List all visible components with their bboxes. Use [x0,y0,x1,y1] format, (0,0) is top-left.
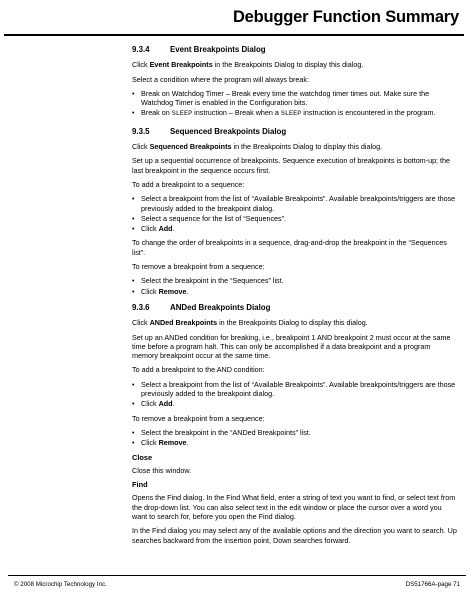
text: instruction – Break when a [192,108,281,118]
footer-rule [8,575,466,576]
paragraph: To remove a breakpoint from a sequence: [132,413,265,423]
paragraph: To add a breakpoint to a sequence: [132,179,245,189]
text: Break on [141,108,172,118]
text: instruction is encountered in the program. [301,108,436,118]
text: . [186,286,189,296]
paragraph [132,60,458,69]
bold-text: Add [158,224,173,234]
text: in the Breakpoints Dialog to display this dialog. [212,60,364,70]
close-heading: Close [132,452,153,462]
list-item [132,399,458,408]
bold-text: ANDed Breakpoints [149,318,218,328]
paragraph: To add a breakpoint to the AND condition: [132,365,265,375]
text: Click [141,224,159,234]
section-title: Sequenced Breakpoints Dialog [170,126,287,136]
section-heading-event-breakpoints [132,45,458,54]
bold-text: Sequenced Breakpoints [149,142,232,152]
bullet-list [132,194,458,233]
paragraph: To remove a breakpoint from a sequence: [132,262,265,272]
bold-text: Event Breakpoints [149,60,213,70]
text: Click [132,318,150,328]
bullet-list [132,380,458,409]
text: . [172,399,175,409]
text: Click [132,60,150,70]
paragraph: Opens the Find dialog. In the Find What field, enter a string of text you want to find, or select text from the drop-down list. You can also select text in the edit window or place the cursor over a word you want to search for, before you open the Find dialog. [132,493,456,521]
section-number: 9.3.6 [132,302,150,312]
text: . [172,224,175,234]
text: Click [141,399,159,409]
text: Click [141,286,159,296]
list-item: • Select the breakpoint in the “ANDed Breakpoints” list. [132,428,458,437]
paragraph: Close this window. [132,465,192,475]
page-content [132,38,458,550]
footer-copyright: © 2008 Microchip Technology Inc. [14,581,107,588]
section-heading-anded-breakpoints [132,303,458,312]
page-title: Debugger Function Summary [232,8,459,26]
section-title: ANDed Breakpoints Dialog [170,302,271,312]
text: Click [141,438,159,448]
text: . [186,438,189,448]
section-title: Event Breakpoints Dialog [170,45,266,54]
bold-text: Remove [158,438,187,448]
header-rule [4,34,464,36]
paragraph: Select a condition where the program will always break: [132,74,309,84]
paragraph: Set up a sequential occurrence of breakpoints. Sequence execution of breakpoints is bottom-up; the last breakpoint in the sequence occurs first. [132,156,451,175]
list-item: • Select a breakpoint from the list of “Available Breakpoints”. Available breakpoints/triggers are those previously added to the breakpoint dialog. [132,380,458,399]
paragraph: Set up an ANDed condition for breaking, i.e., breakpoint 1 AND breakpoint 2 must occur at the same time before a program halt. This can only be accomplished if a data breakpoint and a program memory breakpoint occur at the same time. [132,332,451,361]
paragraph: To change the order of breakpoints in a sequence, drag-and-drop the breakpoint in the “Sequences list”. [132,238,447,257]
list-item: • Select a sequence for the list of “Sequences”. [132,214,458,223]
paragraph [132,142,458,151]
bullet-list [132,428,458,448]
code-text: SLEEP [171,110,193,119]
list-item [132,224,458,233]
code-text: SLEEP [280,110,302,119]
bold-text: Add [158,399,173,409]
find-heading: Find [132,480,148,490]
section-number: 9.3.5 [132,126,150,136]
text: in the Breakpoints Dialog to display this dialog. [217,318,368,328]
footer-page-number: DS51766A-page 71 [405,581,460,588]
text: Click [132,142,150,152]
section-heading-sequenced-breakpoints [132,127,458,136]
text: in the Breakpoints Dialog to display this dialog. [231,142,383,152]
list-item: • Select the breakpoint in the “Sequences” list. [132,276,458,285]
bullet-list [132,276,458,296]
list-item: • Select a breakpoint from the list of “Available Breakpoints”. Available breakpoints/triggers are those previously added to the breakpoint dialog. [132,194,458,213]
list-item: • Break on Watchdog Timer – Break every time the watchdog timer times out. Make sure the Watchdog Timer is enabled in the Configuration bits. [132,89,458,108]
section-number: 9.3.4 [132,45,150,54]
list-item [132,108,458,119]
page-header [0,6,474,36]
list-item [132,287,458,296]
paragraph [132,318,458,327]
bold-text: Remove [158,286,187,296]
list-item [132,438,458,447]
bullet-list [132,89,458,120]
paragraph: In the Find dialog you may select any of the available options and the direction you want to search. Up searches backward from the insertion point, Down searches forward. [132,526,457,545]
